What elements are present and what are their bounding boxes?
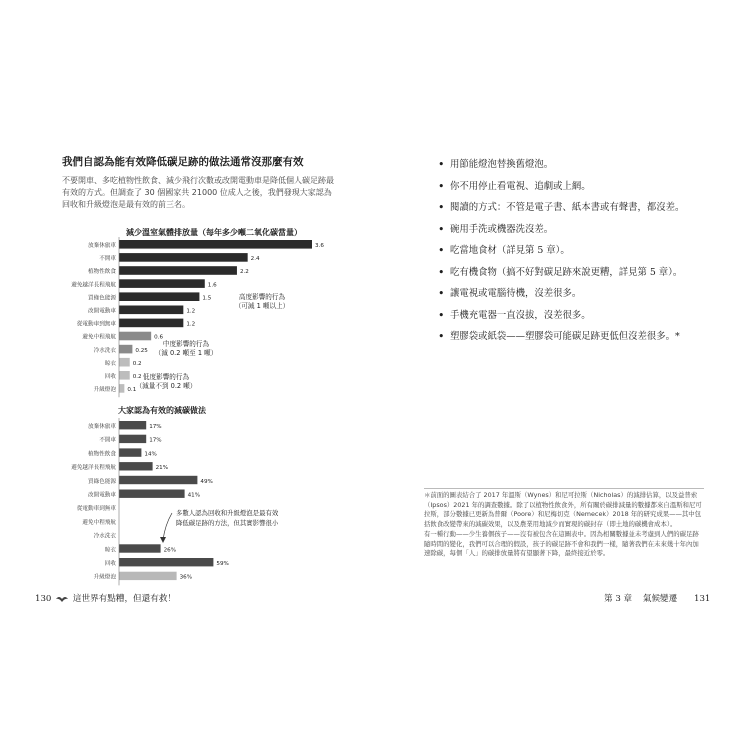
page-number-right: 131	[693, 594, 711, 604]
tip-text: 碗用手洗或機器洗沒差。	[450, 223, 554, 235]
bullet-icon: •	[438, 179, 445, 193]
chart1-value-label: 1.2	[186, 321, 196, 328]
book-title-running-head: 這世界有點糟，但還有救！	[72, 594, 177, 604]
chart1-value-label: 1.6	[207, 282, 217, 289]
chart1-category-label: 買綠色能源	[88, 295, 116, 302]
chart2-bar	[119, 448, 141, 456]
chart1-category-label: 放棄休旅車	[88, 243, 116, 249]
bullet-icon: •	[438, 330, 445, 343]
chart1-group-sublabel: （減 0.2 噸至 1 噸）	[154, 349, 218, 357]
tip-item	[438, 219, 710, 241]
chart2-arrowhead-icon	[160, 537, 166, 543]
footnote-2: 有一種行動——少生養個孩子——沒有被包含在這圖表中。因為相關數據並未考慮到人們的碳足跡隨時間的變化，我們可以合理的假設，孩子的碳足跡不會和我們一樣，隨著我們在未來幾十年內加速除碳，每個「人」的碳排放量將有望顯著下降，最終接近於零。	[424, 530, 699, 557]
chart2-category-label: 回收	[104, 561, 116, 567]
chart1-value-label: 3.6	[315, 243, 324, 249]
chart1-bar	[119, 332, 151, 341]
chart1-bar	[119, 266, 237, 275]
intro-paragraph: 不要開車、多吃植物性飲食、減少飛行次數或改開電動車是降低個人碳足跡最有效的方式。但調查了 30 個國家共 21000 位成人之後，我們發現大家認為回收和升級燈泡是最有效的前三名。	[62, 176, 334, 209]
chart2-annotation-line1: 多數人認為回收和升級燈泡是最有效	[176, 509, 279, 517]
chart1-value-label: 0.2	[132, 374, 142, 380]
chart1-category-label: 避免中程飛航	[82, 334, 116, 341]
bullet-icon: •	[438, 265, 445, 279]
chart1-category-label: 冷水洗衣	[93, 347, 116, 354]
chart2-bar	[119, 476, 197, 484]
chart1-value-label: 1.2	[186, 308, 196, 315]
chart1-category-label: 從電動車到無車	[76, 321, 116, 328]
chart1-category-label: 回收	[104, 374, 116, 380]
chart1-value-label: 2.4	[250, 256, 260, 263]
chart2-bar	[119, 435, 146, 443]
bullet-icon: •	[438, 308, 445, 322]
chart2-bar	[119, 490, 185, 498]
chart2-annotation-arrow	[163, 513, 172, 540]
chart2-bar	[119, 544, 161, 552]
tip-item	[438, 262, 710, 284]
chart1-group-sublabel: （減量不到 0.2 噸）	[135, 382, 197, 390]
chart2-value-label: 26%	[163, 547, 177, 554]
chart2-category-label: 改開電動車	[88, 492, 116, 499]
chart1-bar	[119, 292, 199, 301]
chart1-group-label: 低度影響的行為	[142, 373, 190, 381]
footnote-block	[424, 491, 702, 559]
chart2-category-label: 從電動車到無車	[76, 506, 116, 513]
tip-text: 吃當地食材（詳見第 5 章）。	[450, 245, 570, 256]
right-page	[375, 0, 750, 750]
tip-item	[438, 176, 710, 198]
chapter-label: 第 3 章	[604, 594, 633, 604]
chart1-bar	[119, 279, 205, 288]
page-number-left: 130	[35, 594, 52, 604]
chart2-value-label: 17%	[149, 437, 162, 444]
chart1-value-label: 1.5	[202, 295, 212, 302]
bullet-icon: •	[438, 222, 445, 236]
folio-left	[35, 592, 176, 604]
tip-item	[438, 283, 710, 305]
bullet-icon: •	[438, 287, 445, 300]
chart2-category-label: 不開車	[99, 437, 116, 444]
chart1-value-label: 2.2	[239, 269, 249, 276]
tip-item	[438, 326, 710, 348]
tip-text: 閱讀的方式：不管是電子書、紙本書或有聲書，都沒差。	[450, 202, 685, 213]
chart2-category-label: 晾衣	[104, 547, 116, 554]
tip-text: 吃有機食物（搞不好對碳足跡來說更糟，詳見第 5 章）。	[450, 266, 683, 278]
chart2-value-label: 36%	[179, 574, 193, 581]
chart2-bar	[119, 572, 177, 580]
tip-text: 塑膠袋或紙袋——塑膠袋可能碳足跡更低但沒差很多。*	[450, 331, 680, 342]
chart1-bar	[119, 253, 248, 262]
tip-text: 你不用停止看電視、追劇或上網。	[450, 180, 591, 192]
chart2-category-label: 植物性飲食	[88, 451, 116, 458]
chart2-bar	[119, 462, 153, 470]
chart1-value-label: 0.1	[127, 387, 137, 394]
chart1-category-label: 升級燈泡	[93, 387, 116, 394]
chart1-group-label: 中度影響的行為	[162, 340, 210, 348]
footnote-1: ＊前面的圖表結合了 2017 年溫斯（Wynes）和尼可拉斯（Nicholas）的減排估算，以及益普索（Ipsos）2021 年的調查數據。除了以植物性飲食外，所有關於碳排減量的數據都來自溫斯和尼可拉斯，部分數據已更新為普爾（Poore）和尼梅切克（Nemecek）2018 年的研究成果——其中包括飲食改變帶來的減碳效果，以及農業用地減少而實現的碳封存（即土地的碳機會成本）。	[424, 491, 702, 528]
chart1-value-label: 0.6	[154, 334, 164, 341]
chart2-value-label: 17%	[149, 424, 162, 430]
tip-item	[438, 305, 710, 327]
chart2-category-label: 買綠色能源	[88, 478, 116, 485]
tip-item	[438, 240, 710, 262]
chart2-value-label: 21%	[155, 465, 169, 472]
chart2-bar	[119, 421, 146, 429]
tips-list	[438, 154, 710, 348]
tip-item	[438, 154, 710, 176]
chart2-value-label: 59%	[216, 561, 229, 567]
chart1-group-label: 高度影響的行為	[238, 293, 286, 301]
chart1-bar	[119, 240, 312, 249]
chart2-annotation-line2: 降低碳足跡的方法，但其實影響很小	[176, 519, 279, 527]
tip-item	[438, 197, 710, 219]
bird-icon	[56, 595, 68, 603]
bullet-icon: •	[438, 244, 445, 257]
bullet-icon: •	[438, 201, 445, 214]
chart1-value-label: 0.2	[132, 360, 142, 367]
chart1-value-label: 0.25	[135, 347, 148, 354]
folio-right	[604, 592, 710, 604]
footnote-divider	[424, 488, 704, 489]
chart2-category-label: 升級燈泡	[93, 574, 116, 581]
tip-text: 讓電視或電腦待機，沒差很多。	[450, 288, 582, 299]
page-title: 我們自認為能有效降低碳足跡的做法通常沒那麼有效	[62, 156, 304, 168]
chart2-bar	[119, 558, 213, 566]
chart2-category-label: 冷水洗衣	[93, 533, 116, 540]
tip-text: 手機充電器一直沒拔，沒差很多。	[450, 309, 591, 321]
chart1-title: 減少溫室氣體排放量（每年多少噸二氧化碳當量）	[126, 228, 302, 237]
chart2-title: 大家認為有效的減碳做法	[118, 406, 206, 415]
chart1-bar	[119, 371, 130, 380]
chart1-group-sublabel: （可減 1 噸以上）	[234, 302, 290, 310]
chart2-value-label: 49%	[200, 478, 213, 485]
chart1-bar	[119, 345, 132, 354]
tip-text: 用節能燈泡替換舊燈泡。	[450, 159, 554, 170]
chart2-category-label: 避免越洋長程飛航	[71, 465, 116, 472]
chart1-category-label: 改開電動車	[88, 308, 116, 315]
chart1-bar	[119, 358, 130, 367]
chapter-title: 氣候變遷	[642, 594, 678, 604]
chart1-category-label: 不開車	[99, 256, 116, 263]
chart2-category-label: 放棄休旅車	[88, 424, 116, 430]
chart2-value-label: 14%	[144, 451, 157, 458]
chart1-bar	[119, 319, 183, 328]
bullet-icon: •	[438, 158, 445, 171]
chart2-category-label: 避免中程飛航	[82, 519, 116, 526]
chart1-category-label: 植物性飲食	[88, 269, 116, 276]
chart1-bar	[119, 384, 124, 393]
chart1-bar	[119, 306, 183, 315]
chart2-value-label: 41%	[187, 492, 201, 499]
chart1-category-label: 避免越洋長程飛航	[71, 282, 116, 289]
chart1-category-label: 晾衣	[104, 360, 116, 367]
